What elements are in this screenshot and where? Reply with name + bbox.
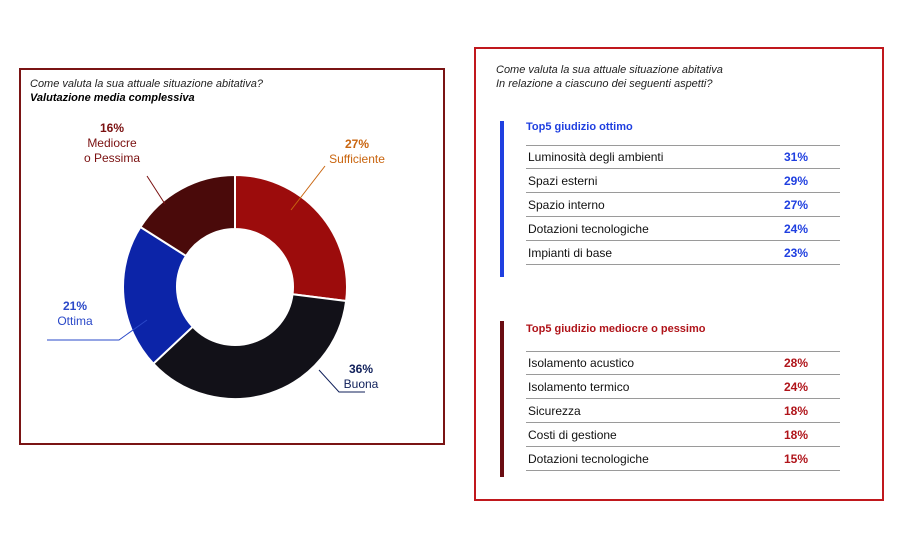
slice-name-mediocre-line1: Mediocre: [87, 136, 137, 150]
top-section-row-value: 23%: [783, 246, 808, 260]
bottom-section-row-label: Costi di gestione: [528, 428, 617, 442]
aspects-question-line2: In relazione a ciascuno dei seguenti aspetti?: [496, 78, 713, 90]
top-section-row-label: Spazio interno: [528, 198, 605, 212]
bottom-section-row-label: Dotazioni tecnologiche: [528, 452, 649, 466]
slice-label-sufficiente: [317, 137, 397, 167]
chart-subtitle: Valutazione media complessiva: [30, 92, 195, 104]
bottom-section-row-value: 24%: [783, 380, 808, 394]
donut-slice-sufficiente: [235, 175, 347, 301]
bottom-section-accent-bar: [500, 321, 504, 477]
slice-pct-buona: 36%: [348, 362, 374, 376]
slice-name-ottima: Ottima: [57, 314, 93, 328]
top-section-row-label: Dotazioni tecnologiche: [528, 222, 649, 236]
aspects-panel: [474, 47, 884, 501]
bottom-section-row-label: Isolamento termico: [528, 380, 630, 394]
bottom-section-row-value: 18%: [783, 428, 808, 442]
top-section-row: [526, 194, 840, 217]
top-section-row-label: Spazi esterni: [528, 174, 598, 188]
donut-chart-panel: [19, 68, 445, 445]
slice-name-buona: Buona: [343, 377, 379, 391]
leader-line-mediocre: [147, 176, 165, 204]
top-section-row-value: 31%: [783, 150, 808, 164]
top-section-row: [526, 242, 840, 265]
top-section-row: [526, 218, 840, 241]
top-section-row-value: 24%: [783, 222, 808, 236]
bottom-section-row: [526, 448, 840, 471]
bottom-section-row-value: 18%: [783, 404, 808, 418]
slice-pct-mediocre: 16%: [99, 121, 125, 135]
bottom-section-row-value: 28%: [783, 356, 808, 370]
slice-pct-sufficiente: 27%: [344, 137, 370, 151]
bottom-section-row-label: Isolamento acustico: [528, 356, 635, 370]
top-section-row-label: Luminosità degli ambienti: [528, 150, 664, 164]
slice-pct-ottima: 21%: [62, 299, 88, 313]
bottom-section-row: [526, 376, 840, 399]
top-section-row: [526, 146, 840, 169]
slice-label-ottima: [47, 299, 103, 329]
bottom-section-row-value: 15%: [783, 452, 808, 466]
slice-label-buona: [333, 362, 389, 392]
bottom-section-row: [526, 424, 840, 447]
top-section-title: Top5 giudizio ottimo: [526, 121, 633, 133]
top-section-row-value: 27%: [783, 198, 808, 212]
bottom-section-title: Top5 giudizio mediocre o pessimo: [526, 323, 706, 335]
top-section-row: [526, 170, 840, 193]
top-section-row-label: Impianti di base: [528, 246, 613, 260]
top-section-row-value: 29%: [783, 174, 808, 188]
slice-name-sufficiente: Sufficiente: [329, 152, 385, 166]
bottom-section-row: [526, 400, 840, 423]
bottom-section-row-label: Sicurezza: [528, 404, 581, 418]
chart-question-text: Come valuta la sua attuale situazione abitativa?: [30, 78, 263, 90]
slice-label-mediocre: [77, 121, 147, 166]
bottom-section-row: [526, 352, 840, 375]
top-section-accent-bar: [500, 121, 504, 277]
aspects-question: [496, 63, 723, 91]
aspects-question-line1: Come valuta la sua attuale situazione abitativa: [496, 64, 723, 76]
slice-name-mediocre-line2: o Pessima: [83, 151, 141, 165]
